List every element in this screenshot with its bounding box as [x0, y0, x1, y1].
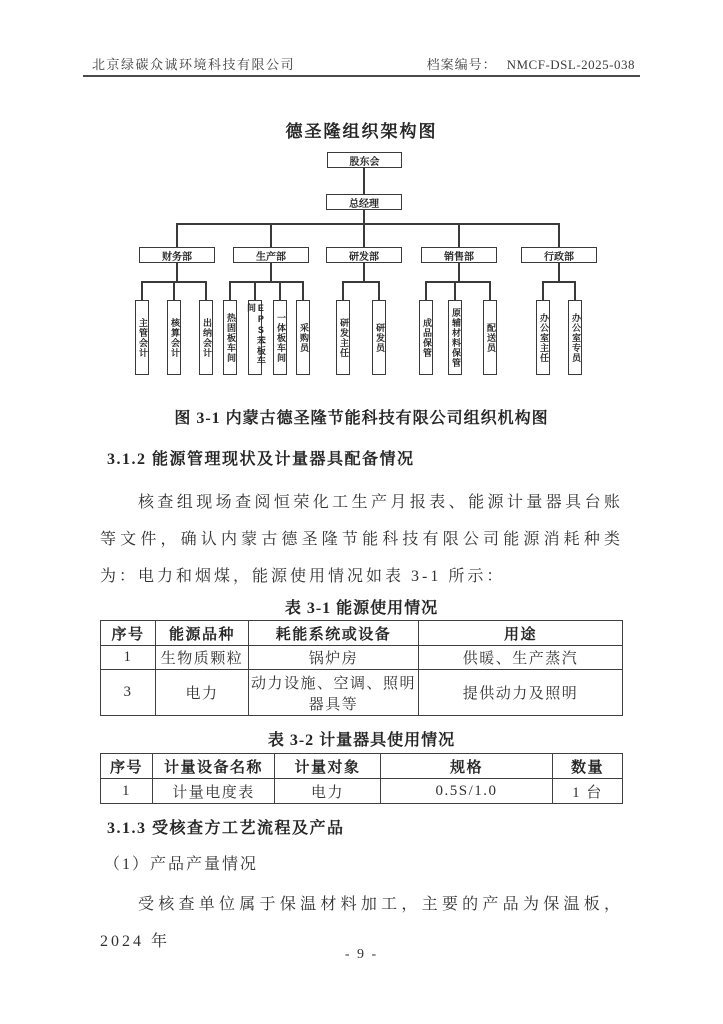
org-connector [425, 281, 491, 283]
org-connector [270, 263, 272, 281]
table-header-row [101, 621, 623, 646]
table32-header-quantity: 数量 [553, 754, 623, 779]
orgchart-box-raw-material-keeper: 原辅材料保管 [448, 300, 462, 375]
org-connector [558, 263, 560, 281]
figure-caption: 图 3-1 内蒙古德圣隆节能科技有限公司组织机构图 [174, 410, 549, 427]
table32-cell: 计量电度表 [153, 779, 275, 804]
table32-title: 表 3-2 计量器具使用情况 [267, 732, 456, 749]
orgchart-box-rnd-dept: 研发部 [326, 247, 402, 263]
orgchart-box-finished-goods-keeper: 成品保管 [419, 300, 433, 375]
table31-cell: 动力设施、空调、照明器具等 [249, 670, 419, 716]
orgchart-title: 德圣隆组织架构图 [285, 122, 438, 141]
orgchart-box-shareholders: 股东会 [327, 152, 402, 168]
page-number: - 9 - [344, 947, 379, 962]
table-header-row [101, 754, 623, 779]
org-connector [176, 263, 178, 281]
header-divider [83, 75, 640, 77]
orgchart-box-production-dept: 生产部 [233, 247, 309, 263]
org-connector [542, 281, 544, 300]
table-row [101, 646, 623, 670]
table31-cell: 供暖、生产蒸汽 [419, 646, 623, 670]
org-connector [574, 281, 576, 300]
orgchart-box-accounting-accountant: 核算会计 [167, 300, 181, 375]
table31-title: 表 3-1 能源使用情况 [284, 600, 439, 617]
doc-number-label: 档案编号： [426, 57, 497, 72]
org-connector [363, 210, 365, 224]
org-connector [378, 281, 380, 300]
org-connector [229, 281, 231, 300]
orgchart-box-sales-dept: 销售部 [421, 247, 497, 263]
metering-devices-table [100, 753, 623, 804]
table32-header-target: 计量对象 [275, 754, 381, 779]
table31-cell: 1 [101, 646, 156, 670]
orgchart-box-office-specialist: 办公室专员 [568, 300, 582, 375]
org-connector [176, 223, 560, 225]
orgchart-box-purchaser: 采购员 [296, 300, 310, 375]
orgchart-box-thermoset-workshop: 热固板车间 [223, 300, 237, 375]
table31-header-system: 耗能系统或设备 [249, 621, 419, 646]
table31-header-energy-type: 能源品种 [156, 621, 249, 646]
table-row [101, 670, 623, 716]
org-connector [342, 281, 344, 300]
header-doc-number [427, 54, 635, 73]
orgchart-box-eps-workshop: EPS苯板车间 [248, 300, 262, 375]
org-connector [425, 281, 427, 300]
section-heading-312: 3.1.2 能源管理现状及计量器具配备情况 [107, 451, 415, 468]
org-connector [173, 281, 175, 300]
orgchart-box-office-director: 办公室主任 [536, 300, 550, 375]
orgchart-box-cashier-accountant: 出纳会计 [199, 300, 213, 375]
energy-usage-table [100, 620, 623, 716]
orgchart-box-finance-dept: 财务部 [139, 247, 215, 263]
orgchart-box-general-manager: 总经理 [326, 194, 402, 210]
orgchart-box-rnd-staff: 研发员 [372, 300, 386, 375]
section-heading-313: 3.1.3 受核查方工艺流程及产品 [107, 820, 345, 837]
org-connector [363, 223, 365, 248]
org-connector [489, 281, 491, 300]
table31-cell: 锅炉房 [249, 646, 419, 670]
section-paragraph-312: 核查组现场查阅恒荣化工生产月报表、能源计量器具台账等文件，确认内蒙古德圣隆节能科技有限公司能源消耗种类为：电力和烟煤，能源使用情况如表 3-1 所示： [100, 494, 623, 585]
table31-cell: 3 [101, 670, 156, 716]
doc-number-value: NMCF-DSL-2025-038 [506, 57, 635, 72]
org-connector [342, 281, 380, 283]
org-connector [558, 223, 560, 248]
table-row [101, 779, 623, 804]
org-connector [254, 281, 256, 300]
org-connector [279, 281, 281, 300]
org-connector [270, 223, 272, 248]
section-subheading-313: （1）产品产量情况 [104, 856, 259, 873]
org-connector [176, 223, 178, 248]
table31-cell: 电力 [156, 670, 249, 716]
org-connector [205, 281, 207, 300]
orgchart-box-delivery-staff: 配送员 [483, 300, 497, 375]
org-connector [458, 223, 460, 248]
orgchart-box-admin-dept: 行政部 [521, 247, 597, 263]
orgchart-box-integrated-board-workshop: 一体板车间 [273, 300, 287, 375]
table32-header-spec: 规格 [381, 754, 553, 779]
orgchart-box-chief-accountant: 主管会计 [135, 300, 149, 375]
orgchart-box-rnd-director: 研发主任 [336, 300, 350, 375]
header-company-name: 北京绿碳众诚环境科技有限公司 [92, 57, 296, 72]
table31-header-index: 序号 [101, 621, 156, 646]
table32-cell: 0.5S/1.0 [381, 779, 553, 804]
org-connector [454, 281, 456, 300]
org-connector [302, 281, 304, 300]
table32-header-device-name: 计量设备名称 [153, 754, 275, 779]
org-connector [229, 281, 304, 283]
table32-cell: 电力 [275, 779, 381, 804]
table31-cell: 提供动力及照明 [419, 670, 623, 716]
org-connector [363, 168, 365, 194]
table32-header-index: 序号 [101, 754, 153, 779]
table32-cell: 1 [101, 779, 153, 804]
table32-cell: 1 台 [553, 779, 623, 804]
org-connector [141, 281, 143, 300]
section-paragraph-313: 受核查单位属于保温材料加工，主要的产品为保温板，2024 年 [100, 896, 623, 950]
table31-cell: 生物质颗粒 [156, 646, 249, 670]
org-connector [458, 263, 460, 281]
org-connector [363, 263, 365, 281]
org-connector [542, 281, 576, 283]
table31-header-purpose: 用途 [419, 621, 623, 646]
